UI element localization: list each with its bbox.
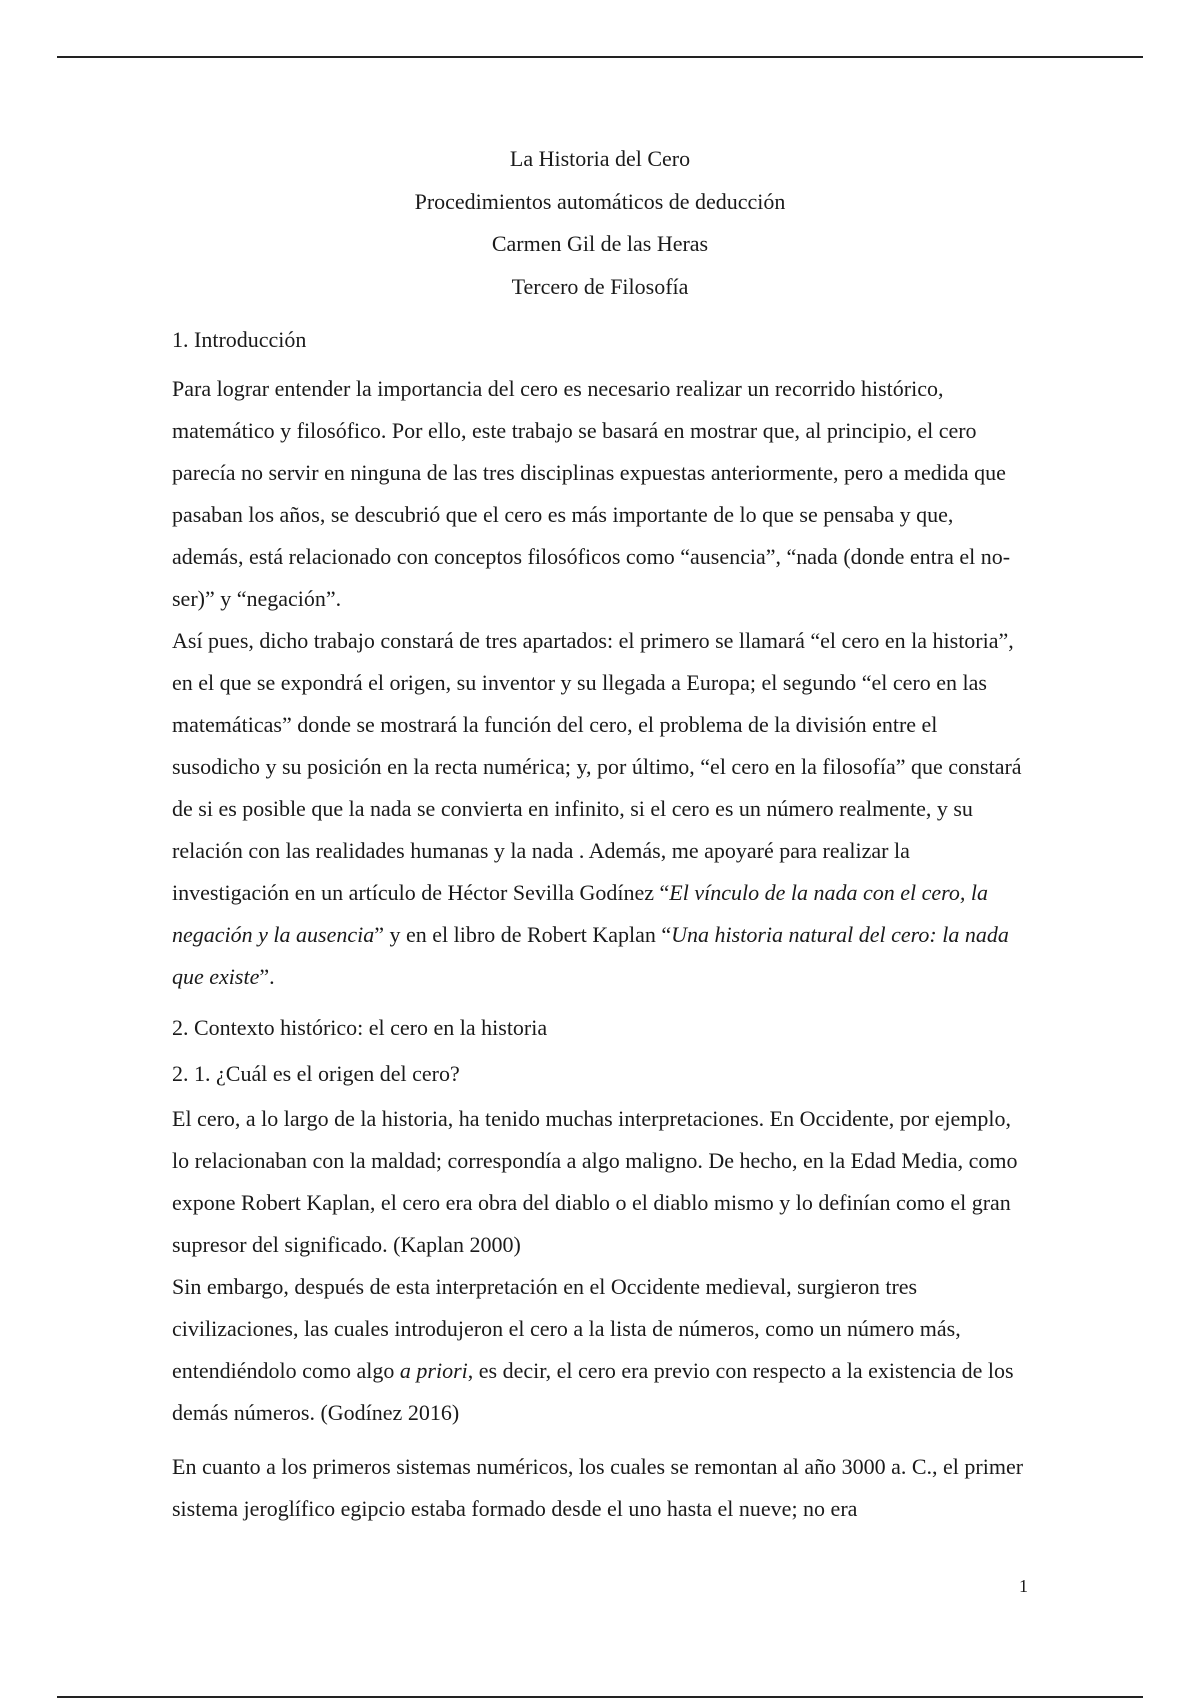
paragraph-intro-1: Para lograr entender la importancia del cero es necesario realizar un recorrido histórico, matemático y filosófico. Por ello, este trabajo se basará en mostrar que, al principio, el cero parecía no servir en ninguna de las tres disciplinas expuestas anteriormente, pero a medida que pasaban los años, se descubrió que el cero es más importante de lo que se pensaba y que, además, está relacionado con conceptos filosóficos como “ausencia”, “nada (donde entra el no-ser)” y “negación”. xyxy=(172,376,1011,611)
author-name: Carmen Gil de las Heras xyxy=(491,231,709,256)
book-title-italic: Una historia natural del cero: la nada que existe xyxy=(172,922,1009,989)
subsection-heading-origin: 2. 1. ¿Cuál es el origen del cero? xyxy=(172,1061,460,1086)
paragraph-intro-2-text-a: Así pues, dicho trabajo constará de tres apartados: el primero se llamará “el cero en la historia”, en el que se expondrá el origen, su inventor y su llegada a Europa; el segundo “el cero en las matemáticas” donde se mostrará la función del cero, el problema de la división entre el susodicho y su posición en la recta numérica; y, por último, “el cero en la filosofía” que constará de si es posible que la nada se convierta en infinito, si el cero es un número realmente, y su relación con las realidades humanas y la nada . Además, me apoyaré para realizar la investigación en un artículo de Héctor Sevilla Godínez “ xyxy=(172,628,1022,905)
paragraph-intro-2 xyxy=(172,620,1028,998)
article-title-italic: El vínculo de la nada con el cero, la negación y la ausencia xyxy=(172,880,988,947)
page-number: 1 xyxy=(1019,1576,1028,1596)
academic-year: Tercero de Filosofía xyxy=(511,273,689,299)
paragraph-origin-1: El cero, a lo largo de la historia, ha tenido muchas interpretaciones. En Occidente, por ejemplo, lo relacionaban con la maldad; correspondía a algo maligno. De hecho, en la Edad Media, como expone Robert Kaplan, el cero era obra del diablo o el diablo mismo y lo definían como el gran supresor del significado. (Kaplan 2000) xyxy=(172,1106,1018,1257)
a-priori-italic: a priori xyxy=(399,1358,468,1383)
document-title: La Historia del Cero xyxy=(509,146,691,171)
title-block xyxy=(0,138,1200,308)
paragraph-origin-2-text-a: Sin embargo, después de esta interpretación en el Occidente medieval, surgieron tres civilizaciones, las cuales introdujeron el cero a la lista de números, como un número más, entendiéndolo como algo xyxy=(172,1274,961,1383)
paragraph-numeric-systems: En cuanto a los primeros sistemas numéricos, los cuales se remontan al año 3000 a. C., el primer sistema jeroglífico egipcio estaba formado desde el uno hasta el nueve; no era xyxy=(172,1454,1024,1521)
body-text xyxy=(172,322,1028,1530)
paragraph-intro-2-text-b: ” y en el libro de Robert Kaplan “ xyxy=(374,922,672,947)
bottom-rule xyxy=(57,1696,1143,1698)
section-heading-history: 2. Contexto histórico: el cero en la historia xyxy=(172,1015,548,1040)
paragraph-origin-2 xyxy=(172,1266,1028,1434)
paragraph-intro-2-text-c: ”. xyxy=(259,964,275,989)
section-heading-introduction: 1. Introducción xyxy=(172,327,307,352)
top-rule xyxy=(57,56,1143,58)
paragraph-origin-2-text-b: , es decir, el cero era previo con respecto a la existencia de los demás números. (Godínez 2016) xyxy=(172,1358,1014,1425)
course-name: Procedimientos automáticos de deducción xyxy=(414,188,786,214)
